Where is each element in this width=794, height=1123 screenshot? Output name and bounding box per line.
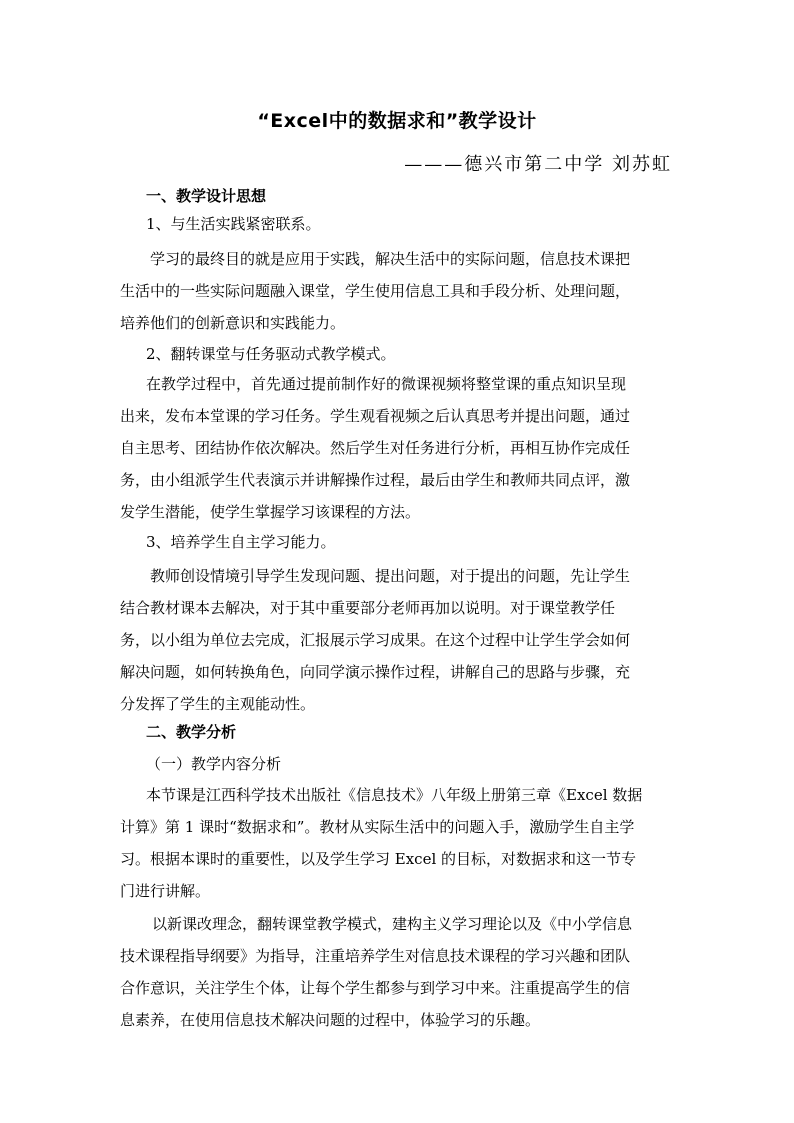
paragraph-line: 教师创设情境引导学生发现问题、提出问题，对于提出的问题，先让学生 bbox=[150, 567, 631, 585]
paragraph-line: 以新课改理念，翻转课堂教学模式，建构主义学习理论以及《中小学信息 bbox=[152, 915, 633, 933]
paragraph-line: 学习的最终目的就是应用于实践，解决生活中的实际问题，信息技术课把 bbox=[150, 250, 631, 268]
author-line: ———德兴市第二中学 刘苏虹 bbox=[404, 154, 672, 175]
paragraph-line: 解决问题，如何转换角色，向同学演示操作过程，讲解自己的思路与步骤，充 bbox=[120, 663, 631, 681]
subheading: 3、培养学生自主学习能力。 bbox=[146, 533, 336, 551]
paragraph-line: 生活中的一些实际问题融入课堂，学生使用信息工具和手段分析、处理问题， bbox=[120, 282, 631, 300]
paragraph-line: 技术课程指导纲要》为指导，注重培养学生对信息技术课程的学习兴趣和团队 bbox=[120, 947, 631, 965]
paragraph-line: 结合教材课本去解决，对于其中重要部分老师再加以说明。对于课堂教学任 bbox=[120, 599, 616, 617]
section-heading-2: 二、教学分析 bbox=[146, 723, 237, 741]
paragraph-line: 发学生潜能，使学生掌握学习该课程的方法。 bbox=[120, 503, 421, 521]
paragraph-line: 务，由小组派学生代表演示并讲解操作过程，最后由学生和教师共同点评，激 bbox=[120, 471, 631, 489]
paragraph-line: 培养他们的创新意识和实践能力。 bbox=[120, 314, 346, 332]
paragraph-line: 在教学过程中，首先通过提前制作好的微课视频将整堂课的重点知识呈现 bbox=[146, 375, 627, 393]
document-title: “Excel中的数据求和”教学设计 bbox=[257, 110, 537, 132]
paragraph-line: 计算》第 1 课时“数据求和”。教材从实际生活中的问题入手，激励学生自主学 bbox=[120, 818, 635, 836]
paragraph-line: 出来，发布本堂课的学习任务。学生观看视频之后认真思考并提出问题，通过 bbox=[120, 407, 631, 425]
paragraph-line: 息素养，在使用信息技术解决问题的过程中，体验学习的乐趣。 bbox=[120, 1011, 541, 1029]
paragraph-line: 本节课是江西科学技术出版社《信息技术》八年级上册第三章《Excel 数据 bbox=[146, 786, 643, 804]
paragraph-line: 门进行讲解。 bbox=[120, 882, 211, 900]
subheading: 2、翻转课堂与任务驱动式教学模式。 bbox=[146, 345, 396, 363]
paragraph-line: 分发挥了学生的主观能动性。 bbox=[120, 695, 316, 713]
paragraph-line: 习。根据本课时的重要性，以及学生学习 Excel 的目标，对数据求和这一节专 bbox=[120, 850, 637, 868]
subheading: 1、与生活实践紧密联系。 bbox=[146, 215, 321, 233]
section-heading-1: 一、教学设计思想 bbox=[146, 187, 267, 205]
paragraph-line: 务，以小组为单位去完成，汇报展示学习成果。在这个过程中让学生学会如何 bbox=[120, 631, 631, 649]
subheading: （一）教学内容分析 bbox=[146, 755, 282, 773]
paragraph-line: 合作意识，关注学生个体，让每个学生都参与到学习中来。注重提高学生的信 bbox=[120, 979, 631, 997]
paragraph-line: 自主思考、团结协作依次解决。然后学生对任务进行分析，再相互协作完成任 bbox=[120, 439, 631, 457]
